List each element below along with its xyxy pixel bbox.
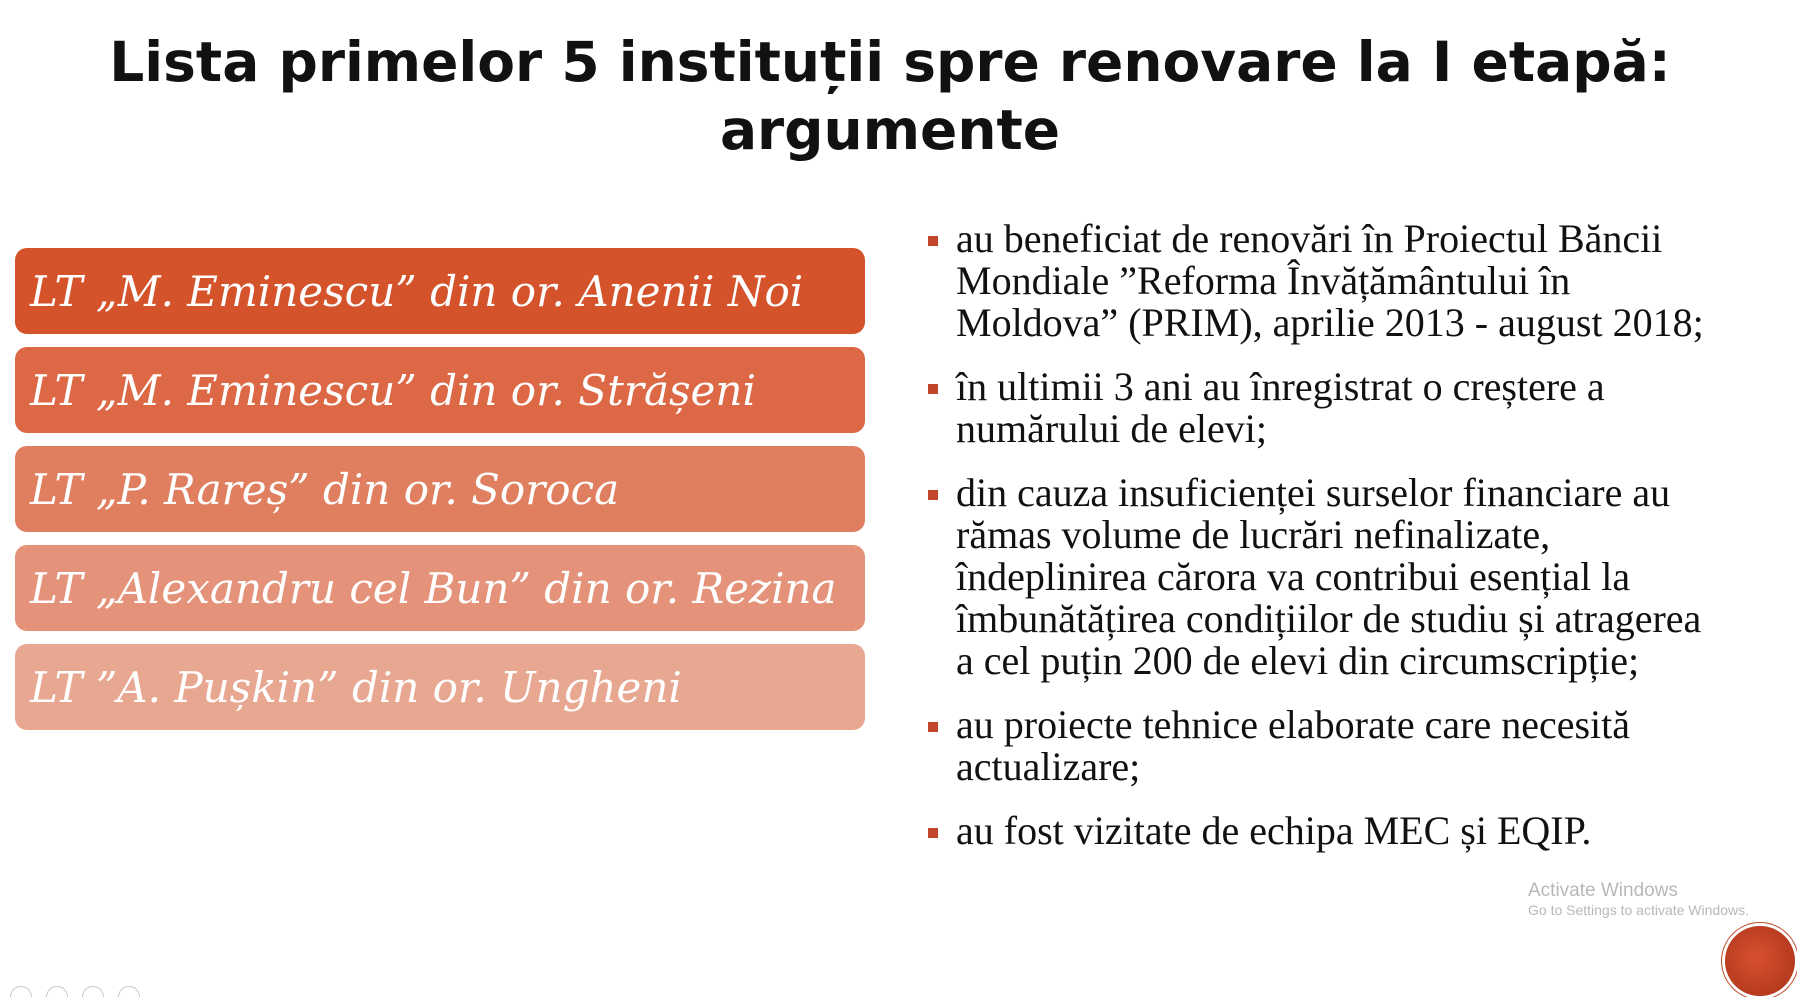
argument-text: au beneficiat de renovări în Proiectul Băncii Mondiale ”Reforma Învățământului în Moldova” (PRIM), aprilie 2013 - august 2018; <box>956 216 1704 345</box>
argument-text: din cauza insuficienței surselor financiare au rămas volume de lucrări nefinalizate, îndeplinirea cărora va contribui esențial la îmbunătățirea condițiilor de studiu și atragerea a cel puțin 200 de elevi din circumscripție; <box>956 470 1702 683</box>
activate-windows-watermark <box>1528 880 1749 918</box>
slide-nav-button[interactable] <box>1725 926 1795 996</box>
institution-item-straseni[interactable] <box>15 347 865 433</box>
institution-list <box>15 248 865 743</box>
pen-icon[interactable] <box>82 986 104 997</box>
square-bullet-icon <box>928 384 938 394</box>
argument-text: au fost vizitate de echipa MEC și EQIP. <box>956 808 1592 853</box>
institution-label: LT „Alexandru cel Bun” din or. Rezina <box>30 563 837 613</box>
institution-label: LT ”A. Pușkin” din or. Ungheni <box>30 662 682 712</box>
argument-item <box>924 704 1724 788</box>
slide-title <box>60 28 1720 164</box>
slideshow-controls <box>10 986 140 997</box>
next-icon[interactable] <box>46 986 68 997</box>
argument-text: în ultimii 3 ani au înregistrat o creștere a numărului de elevi; <box>956 364 1605 451</box>
argument-item <box>924 218 1724 344</box>
slide-title-line-2: argumente <box>719 98 1061 162</box>
square-bullet-icon <box>928 828 938 838</box>
institution-item-rezina[interactable] <box>15 545 865 631</box>
slide-title-line-1: Lista primelor 5 instituții spre renovare la I etapă: <box>109 30 1671 94</box>
square-bullet-icon <box>928 236 938 246</box>
institution-label: LT „M. Eminescu” din or. Anenii Noi <box>30 266 804 316</box>
previous-icon[interactable] <box>10 986 32 997</box>
argument-text: au proiecte tehnice elaborate care necesită actualizare; <box>956 702 1631 789</box>
institution-item-soroca[interactable] <box>15 446 865 532</box>
square-bullet-icon <box>928 722 938 732</box>
argument-item <box>924 810 1724 852</box>
institution-item-ungheni[interactable] <box>15 644 865 730</box>
institution-label: LT „P. Rareș” din or. Soroca <box>30 464 620 514</box>
watermark-subtitle: Go to Settings to activate Windows. <box>1528 902 1749 918</box>
institution-label: LT „M. Eminescu” din or. Strășeni <box>30 365 756 415</box>
arguments-list <box>924 218 1724 874</box>
watermark-title: Activate Windows <box>1528 880 1678 901</box>
institution-item-anenii-noi[interactable] <box>15 248 865 334</box>
slides-icon[interactable] <box>118 986 140 997</box>
argument-item <box>924 472 1724 682</box>
square-bullet-icon <box>928 490 938 500</box>
argument-item <box>924 366 1724 450</box>
